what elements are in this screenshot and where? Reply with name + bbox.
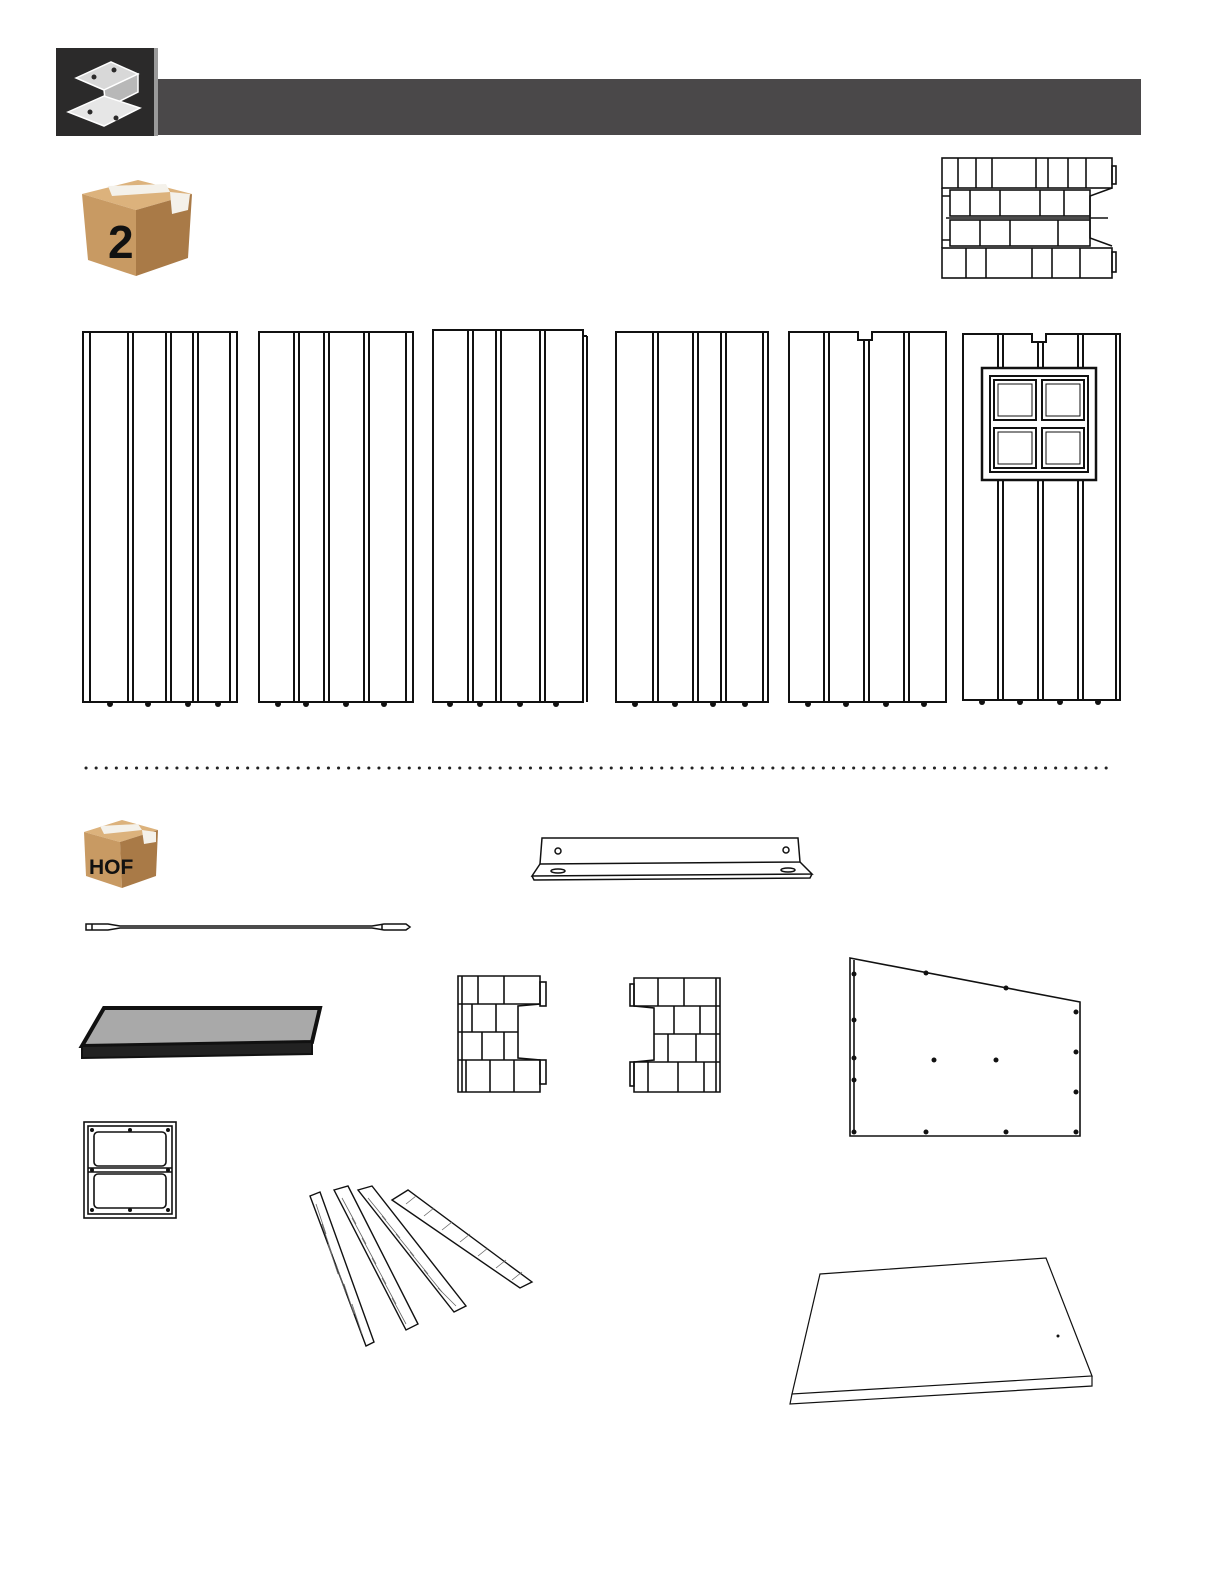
shelf-board bbox=[78, 1002, 328, 1064]
shingle-wall-panel bbox=[940, 156, 1120, 280]
right-shingle-panel bbox=[628, 974, 726, 1098]
box-hof bbox=[80, 816, 160, 890]
wall-panel-4 bbox=[613, 330, 777, 710]
left-shingle-panel bbox=[456, 972, 552, 1098]
box-2-label: 2 bbox=[108, 216, 134, 268]
wall-panel-5 bbox=[786, 328, 952, 710]
tie-rod bbox=[82, 920, 414, 934]
roof-panel bbox=[782, 1254, 1096, 1410]
wall-panel-1 bbox=[80, 330, 244, 710]
bracket-icon bbox=[56, 48, 158, 136]
wall-panel-3 bbox=[430, 328, 594, 710]
gable-end-panel bbox=[846, 954, 1086, 1140]
wall-panel-6-window bbox=[960, 330, 1126, 710]
header-icon-box bbox=[56, 48, 158, 136]
angle-bracket bbox=[528, 834, 818, 884]
box-hof-label: HOF bbox=[89, 856, 134, 879]
header-bar bbox=[158, 79, 1141, 135]
wall-panel-2 bbox=[256, 330, 420, 710]
vent-frame bbox=[82, 1120, 180, 1222]
box-2 bbox=[78, 172, 196, 282]
trim-strips bbox=[306, 1184, 538, 1350]
section-divider bbox=[84, 766, 1112, 770]
